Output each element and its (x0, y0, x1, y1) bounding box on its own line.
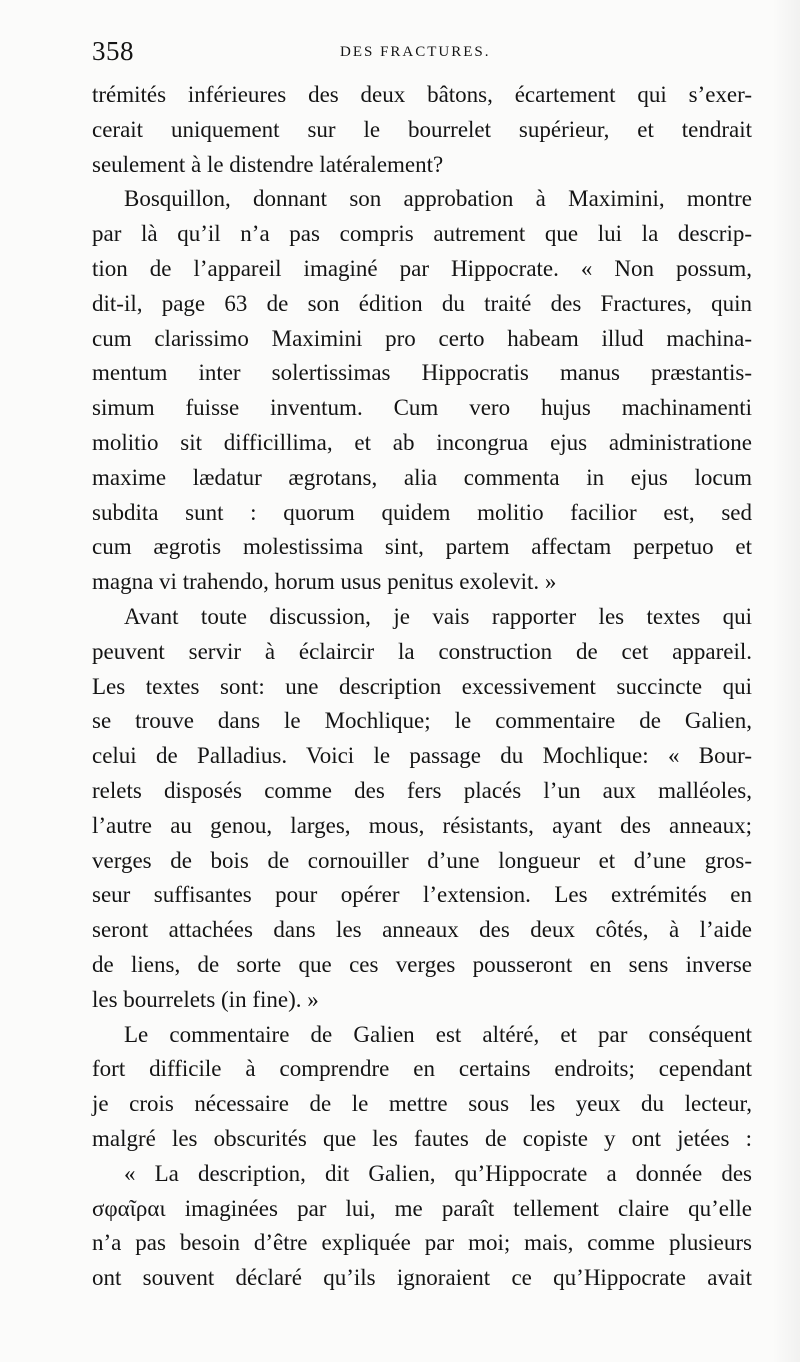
text-line: molitio sit difficillima, et ab incongrua ejus administratione (92, 429, 752, 455)
text-line: peuvent servir à éclaircir la construction de cet appareil. (92, 638, 752, 664)
text-line: mentum inter solertissimas Hippocratis manus præstantis- (92, 360, 752, 386)
text-line: Avant toute discussion, je vais rapporter les textes qui (124, 603, 752, 629)
text-line: Les textes sont: une description excessivement succincte qui (92, 673, 752, 699)
page-number: 358 (92, 36, 134, 66)
text-line: relets disposés comme des fers placés l’un aux malléoles, (92, 777, 752, 803)
text-line: seulement à le distendre latéralement? (92, 151, 444, 177)
text-line: cum ægrotis molestissima sint, partem affectam perpetuo et (92, 534, 752, 560)
running-title: DES FRACTURES. (340, 44, 491, 60)
text-line: verges de bois de cornouiller d’une longueur et d’une gros- (92, 847, 752, 873)
text-line: l’autre au genou, larges, mous, résistants, ayant des anneaux; (92, 812, 752, 838)
text-line: celui de Palladius. Voici le passage du Mochlique: « Bour- (92, 743, 752, 769)
text-line: maxime lædatur ægrotans, alia commenta in ejus locum (92, 464, 752, 490)
running-head (92, 36, 752, 70)
text-line: cerait uniquement sur le bourrelet supérieur, et tendrait (92, 116, 752, 142)
text-line: je crois nécessaire de le mettre sous les yeux du lecteur, (92, 1091, 752, 1117)
text-line: magna vi trahendo, horum usus penitus exolevit. » (92, 569, 557, 595)
text-line: de liens, de sorte que ces verges pousseront en sens inverse (92, 951, 752, 977)
text-line: les bourrelets (in fine). » (92, 986, 319, 1012)
text-line: subdita sunt : quorum quidem molitio facilior est, sed (92, 499, 752, 525)
text-line: cum clarissimo Maximini pro certo habeam illud machina- (92, 325, 752, 351)
text-line: fort difficile à comprendre en certains endroits; cependant (92, 1056, 752, 1082)
text-line: dit-il, page 63 de son édition du traité des Fractures, quin (92, 290, 752, 316)
text-line: tion de l’appareil imaginé par Hippocrate. « Non possum, (92, 255, 752, 281)
text-line: seur suffisantes pour opérer l’extension. Les extrémités en (92, 882, 752, 908)
text-line: seront attachées dans les anneaux des deux côtés, à l’aide (92, 917, 752, 943)
text-line: n’a pas besoin d’être expliquée par moi; mais, comme plusieurs (92, 1230, 752, 1256)
text-line: trémités inférieures des deux bâtons, écartement qui s’exer- (92, 82, 752, 107)
text-line: se trouve dans le Mochlique; le commentaire de Galien, (92, 708, 752, 734)
text-line: simum fuisse inventum. Cum vero hujus machinamenti (92, 395, 752, 421)
body-text (92, 78, 752, 1296)
text-line: malgré les obscurités que les fautes de copiste y ont jetées : (92, 1125, 752, 1151)
text-line: ont souvent déclaré qu’ils ignoraient ce qu’Hippocrate avait (92, 1265, 752, 1291)
text-line: σφαῖραι imaginées par lui, me paraît tellement claire qu’elle (92, 1195, 752, 1221)
page-edge-shadow (772, 0, 800, 1362)
text-line: par là qu’il n’a pas compris autrement que lui la descrip- (92, 221, 752, 247)
text-line: Bosquillon, donnant son approbation à Maximini, montre (124, 186, 752, 212)
text-line: Le commentaire de Galien est altéré, et par conséquent (124, 1021, 752, 1047)
text-line: « La description, dit Galien, qu’Hippocrate a donnée des (124, 1160, 752, 1186)
